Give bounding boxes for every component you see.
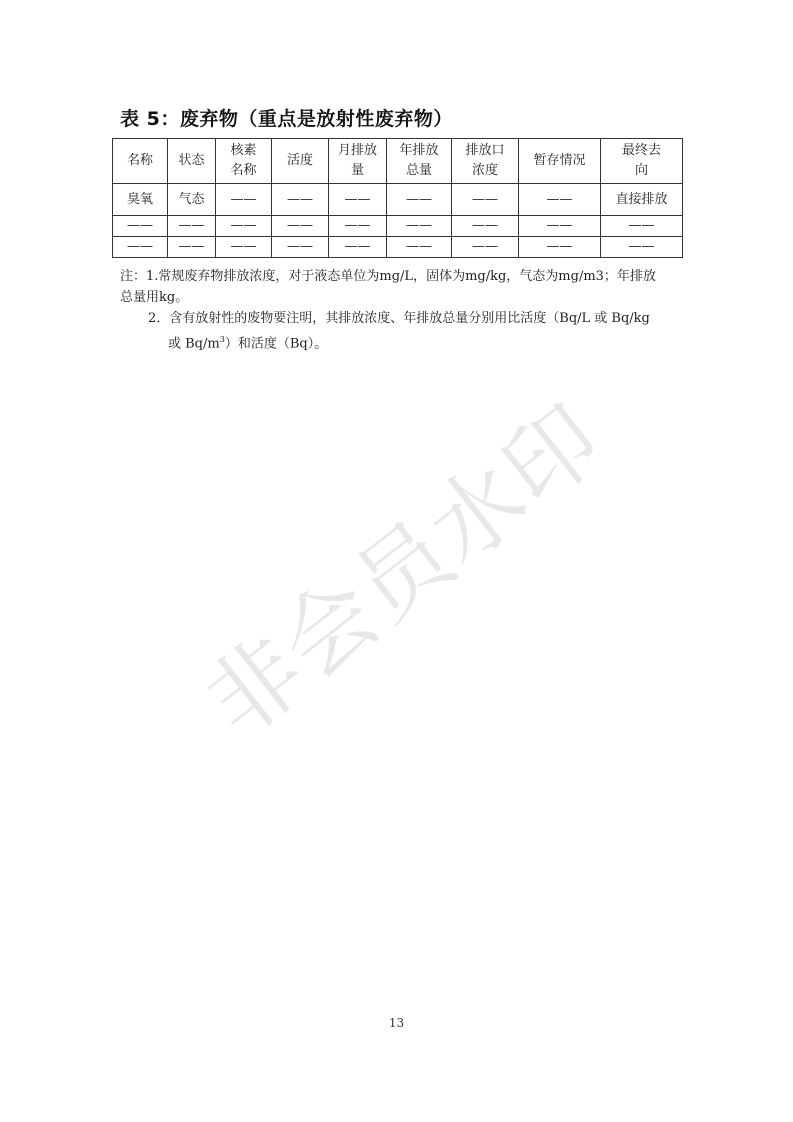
table-cell: ——	[272, 237, 329, 258]
table-cell: ——	[329, 237, 387, 258]
waste-table	[112, 138, 683, 258]
table-cell: ——	[387, 237, 452, 258]
table-cell: 气态	[168, 184, 216, 216]
note-1-line-1: 注：1.常规废弃物排放浓度，对于液态单位为mg/L，固体为mg/kg，气态为mg/m3；年排放	[120, 269, 656, 284]
table-cell: ——	[519, 237, 601, 258]
header-cell: 最终去 向	[601, 139, 683, 184]
note-2-line-1: 2．含有放射性的废物要注明，其排放浓度、年排放总量分别用比活度（Bq/L 或 Bq/kg	[148, 311, 650, 326]
table-row	[113, 237, 683, 258]
note-1-line-2: 总量用kg。	[120, 290, 189, 305]
table-cell: ——	[168, 237, 216, 258]
table-cell: ——	[452, 184, 519, 216]
table-cell: ——	[272, 184, 329, 216]
note-2-line-2: 或 $Bq/m^3$）和活度（Bq）。	[168, 335, 328, 352]
table-cell: ——	[452, 237, 519, 258]
table-cell: ——	[519, 216, 601, 237]
table-cell: ——	[519, 184, 601, 216]
table-cell: ——	[168, 216, 216, 237]
header-cell: 年排放 总量	[387, 139, 452, 184]
header-cell: 名称	[113, 139, 168, 184]
table-cell: ——	[113, 216, 168, 237]
table-cell: ——	[452, 216, 519, 237]
table-cell: ——	[329, 184, 387, 216]
header-cell: 核素 名称	[216, 139, 272, 184]
header-cell: 活度	[272, 139, 329, 184]
table-cell: ——	[329, 216, 387, 237]
table-notes	[120, 266, 690, 354]
table-cell: ——	[216, 216, 272, 237]
table-row	[113, 184, 683, 216]
table-cell: 臭氧	[113, 184, 168, 216]
table-cell: ——	[601, 237, 683, 258]
table-cell: 直接排放	[601, 184, 683, 216]
table-cell: ——	[601, 216, 683, 237]
table-cell: ——	[113, 237, 168, 258]
table-cell: ——	[387, 216, 452, 237]
table-cell: ——	[216, 184, 272, 216]
header-cell: 排放口 浓度	[452, 139, 519, 184]
header-cell: 暂存情况	[519, 139, 601, 184]
table-header-row	[113, 139, 683, 184]
header-cell: 状态	[168, 139, 216, 184]
watermark: 非会员水印	[186, 384, 623, 758]
table-title: 表 5：废弃物（重点是放射性废弃物）	[120, 108, 453, 130]
table-cell: ——	[216, 237, 272, 258]
page-number: 13	[388, 1016, 405, 1030]
table-cell: ——	[272, 216, 329, 237]
table-row	[113, 216, 683, 237]
table-cell: ——	[387, 184, 452, 216]
header-cell: 月排放 量	[329, 139, 387, 184]
